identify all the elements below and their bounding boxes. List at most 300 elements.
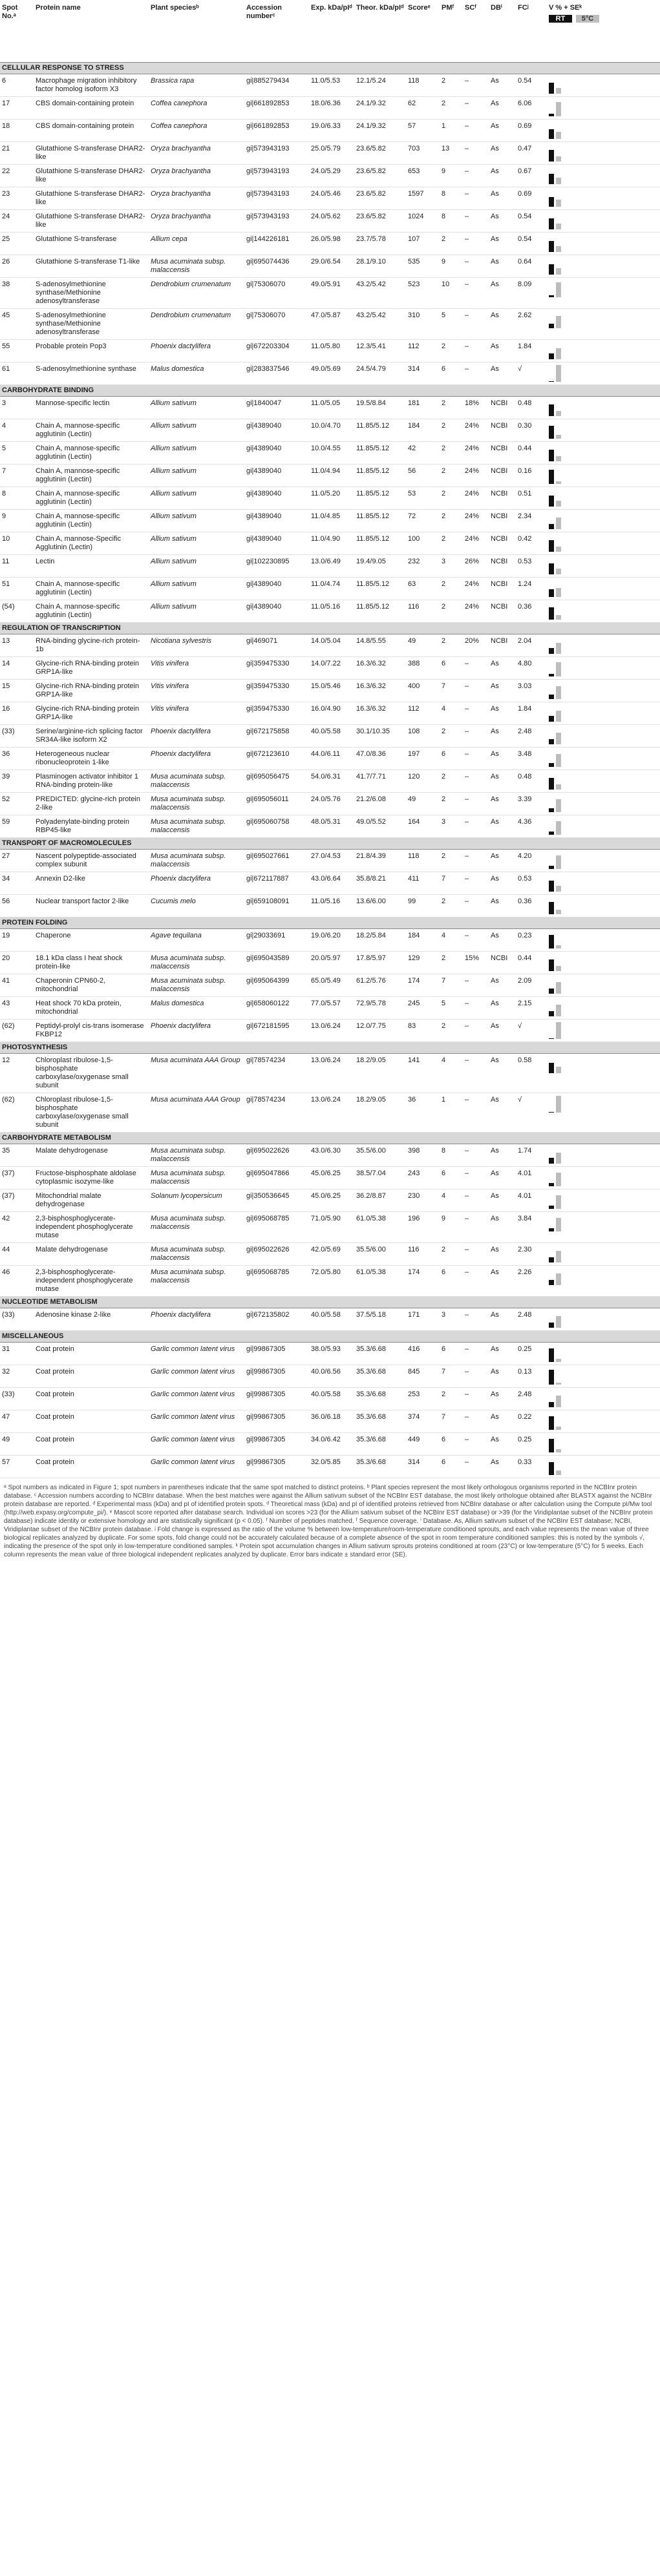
cell-db: As [489, 1308, 516, 1331]
cell-acc: gi|99867305 [244, 1365, 309, 1388]
cell-pm: 9 [440, 255, 463, 278]
cell-fc: 2.26 [516, 1266, 547, 1297]
cell-sc: – [463, 1243, 489, 1266]
cell-db: As [489, 142, 516, 165]
cell-exp: 65.0/5.49 [309, 974, 354, 997]
cell-name: Glutathione S-transferase [34, 233, 149, 255]
cell-volume-chart [547, 1433, 660, 1456]
cell-db: As [489, 1343, 516, 1365]
cell-name: RNA-binding glycine-rich protein-1b [34, 634, 149, 657]
rt-bar [549, 778, 554, 790]
cell-name: S-adenosylmethionine synthase/Methionine adenosyltransferase [34, 278, 149, 309]
cell-volume-chart [547, 680, 660, 702]
header-sc: SCᶠ [463, 0, 489, 63]
cell-sc: 24% [463, 465, 489, 487]
cell-name: Glycine-rich RNA-binding protein GRP1A-like [34, 657, 149, 680]
cell-score: 164 [406, 815, 440, 838]
5c-bar [556, 200, 561, 207]
cell-volume-chart [547, 1410, 660, 1433]
cell-spot: 18 [0, 120, 34, 142]
cell-sc: – [463, 309, 489, 340]
volume-bars [549, 682, 658, 699]
cell-exp: 48.0/5.31 [309, 815, 354, 838]
cell-volume-chart [547, 895, 660, 917]
table-row [0, 278, 660, 309]
cell-pm: 3 [440, 1308, 463, 1331]
cell-name: S-adenosylmethionine synthase [34, 362, 149, 385]
cell-volume-chart [547, 397, 660, 419]
rt-bar [549, 1011, 554, 1016]
cell-acc: gi|885279434 [244, 74, 309, 97]
cell-name: Glutathione S-transferase DHAR2-like [34, 142, 149, 165]
cell-exp: 40.0/5.58 [309, 1308, 354, 1331]
volume-bars [549, 773, 658, 790]
cell-name: Malate dehydrogenase [34, 1144, 149, 1167]
cell-score: 449 [406, 1433, 440, 1456]
cell-db: As [489, 997, 516, 1020]
cell-fc: 0.54 [516, 74, 547, 97]
cell-spot: 57 [0, 1456, 34, 1478]
cell-score: 400 [406, 680, 440, 702]
rt-bar [549, 716, 554, 722]
volume-bars [549, 399, 658, 416]
cell-species: Musa acuminata subsp. malaccensis [149, 1144, 244, 1167]
cell-volume-chart [547, 233, 660, 255]
volume-bars [549, 1192, 658, 1209]
cell-exp: 40.0/5.58 [309, 1388, 354, 1410]
table-row [0, 397, 660, 419]
cell-sc: – [463, 895, 489, 917]
cell-db: As [489, 1167, 516, 1189]
rt-bar [549, 563, 554, 574]
cell-exp: 40.0/6.56 [309, 1365, 354, 1388]
cell-pm: 9 [440, 1212, 463, 1243]
cell-spot: 44 [0, 1243, 34, 1266]
cell-score: 107 [406, 233, 440, 255]
section-title: MISCELLANEOUS [0, 1331, 660, 1343]
cell-db: As [489, 680, 516, 702]
cell-spot: (33) [0, 1308, 34, 1331]
table-row [0, 895, 660, 917]
volume-bars [549, 1413, 658, 1430]
legend-rt: RT [549, 15, 572, 23]
cell-theor: 16.3/6.32 [354, 657, 406, 680]
cell-name: Coat protein [34, 1456, 149, 1478]
cell-volume-chart [547, 1266, 660, 1297]
cell-spot: (37) [0, 1167, 34, 1189]
cell-fc: 0.22 [516, 1410, 547, 1433]
5c-bar [556, 501, 561, 507]
cell-db: NCBI [489, 510, 516, 532]
rt-bar [549, 450, 554, 461]
rt-bar [549, 524, 554, 529]
cell-pm: 2 [440, 578, 463, 600]
cell-acc: gi|469071 [244, 634, 309, 657]
table-row [0, 770, 660, 793]
cell-sc: 24% [463, 578, 489, 600]
cell-sc: – [463, 1054, 489, 1093]
cell-pm: 2 [440, 770, 463, 793]
cell-db: As [489, 815, 516, 838]
cell-exp: 36.0/6.18 [309, 1410, 354, 1433]
cell-fc: 2.09 [516, 974, 547, 997]
cell-pm: 2 [440, 397, 463, 419]
cell-fc: 0.53 [516, 555, 547, 578]
cell-volume-chart [547, 120, 660, 142]
cell-pm: 9 [440, 165, 463, 187]
cell-species: Allium sativum [149, 487, 244, 510]
cell-acc: gi|359475330 [244, 680, 309, 702]
cell-spot: 34 [0, 872, 34, 895]
cell-volume-chart [547, 187, 660, 210]
cell-fc: 0.44 [516, 952, 547, 974]
cell-theor: 35.5/6.00 [354, 1144, 406, 1167]
cell-score: 253 [406, 1388, 440, 1410]
cell-volume-chart [547, 1456, 660, 1478]
cell-exp: 49.0/5.69 [309, 362, 354, 385]
table-row [0, 725, 660, 748]
cell-volume-chart [547, 850, 660, 872]
cell-exp: 11.0/4.74 [309, 578, 354, 600]
cell-theor: 16.3/6.32 [354, 680, 406, 702]
cell-spot: 13 [0, 634, 34, 657]
cell-volume-chart [547, 487, 660, 510]
cell-exp: 16.0/4.90 [309, 702, 354, 725]
cell-spot: 24 [0, 210, 34, 233]
cell-exp: 24.0/5.76 [309, 793, 354, 815]
cell-exp: 45.0/6.25 [309, 1189, 354, 1212]
cell-pm: 2 [440, 487, 463, 510]
5c-bar [556, 754, 561, 767]
cell-pm: 10 [440, 278, 463, 309]
cell-spot: 7 [0, 465, 34, 487]
cell-sc: – [463, 680, 489, 702]
cell-fc: 8.09 [516, 278, 547, 309]
cell-name: Chain A, mannose-specific agglutinin (Lectin) [34, 578, 149, 600]
cell-acc: gi|672181595 [244, 1020, 309, 1042]
5c-bar [556, 1449, 561, 1452]
cell-fc: 0.48 [516, 770, 547, 793]
volume-bars [549, 77, 658, 94]
cell-species: Allium sativum [149, 510, 244, 532]
cell-name: Serine/arginine-rich splicing factor SR34A-like isoform X2 [34, 725, 149, 748]
cell-theor: 24.1/9.32 [354, 97, 406, 120]
cell-sc: – [463, 97, 489, 120]
table-row [0, 952, 660, 974]
cell-score: 83 [406, 1020, 440, 1042]
cell-acc: gi|99867305 [244, 1343, 309, 1365]
volume-bars [549, 235, 658, 252]
cell-score: 108 [406, 725, 440, 748]
cell-fc: 3.48 [516, 748, 547, 770]
cell-pm: 2 [440, 233, 463, 255]
cell-score: 230 [406, 1189, 440, 1212]
cell-pm: 2 [440, 419, 463, 442]
rt-bar [549, 1158, 554, 1164]
cell-score: 72 [406, 510, 440, 532]
cell-sc: – [463, 657, 489, 680]
5c-bar [556, 102, 561, 116]
cell-volume-chart [547, 748, 660, 770]
cell-sc: – [463, 142, 489, 165]
cell-name: Probable protein Pop3 [34, 340, 149, 362]
5c-bar [556, 1096, 561, 1113]
cell-score: 196 [406, 1212, 440, 1243]
cell-theor: 11.85/5.12 [354, 600, 406, 623]
rt-bar [549, 832, 554, 835]
cell-acc: gi|695022626 [244, 1243, 309, 1266]
table-row [0, 142, 660, 165]
5c-bar [556, 1005, 561, 1016]
volume-bars [549, 1311, 658, 1328]
section-header [0, 1297, 660, 1308]
cell-theor: 28.1/9.10 [354, 255, 406, 278]
cell-species: Musa acuminata AAA Group [149, 1054, 244, 1093]
5c-bar [556, 1471, 561, 1475]
cell-acc: gi|672203304 [244, 340, 309, 362]
rt-bar [549, 674, 554, 676]
cell-acc: gi|359475330 [244, 702, 309, 725]
cell-db: NCBI [489, 465, 516, 487]
header-theor: Theor. kDa/pIᵈ [354, 0, 406, 63]
cell-fc: 2.62 [516, 309, 547, 340]
cell-name: CBS domain-containing protein [34, 97, 149, 120]
cell-theor: 35.3/6.68 [354, 1365, 406, 1388]
cell-exp: 49.0/5.91 [309, 278, 354, 309]
5c-bar [556, 686, 561, 699]
cell-spot: 38 [0, 278, 34, 309]
cell-theor: 24.5/4.79 [354, 362, 406, 385]
cell-fc: 0.23 [516, 929, 547, 952]
cell-spot: 21 [0, 142, 34, 165]
cell-exp: 11.0/5.16 [309, 600, 354, 623]
section-header [0, 385, 660, 397]
rt-bar [549, 197, 554, 207]
cell-score: 62 [406, 97, 440, 120]
cell-name: Chaperonin CPN60-2, mitochondrial [34, 974, 149, 997]
cell-score: 49 [406, 793, 440, 815]
cell-sc: 24% [463, 510, 489, 532]
cell-sc: 24% [463, 532, 489, 555]
cell-species: Allium sativum [149, 397, 244, 419]
volume-bars [549, 728, 658, 744]
cell-spot: 51 [0, 578, 34, 600]
cell-pm: 2 [440, 74, 463, 97]
cell-exp: 14.0/7.22 [309, 657, 354, 680]
cell-species: Garlic common latent virus [149, 1388, 244, 1410]
cell-pm: 6 [440, 657, 463, 680]
5c-bar [556, 1153, 561, 1164]
cell-fc: 1.74 [516, 1144, 547, 1167]
cell-acc: gi|78574234 [244, 1093, 309, 1133]
cell-acc: gi|661892853 [244, 120, 309, 142]
cell-theor: 11.85/5.12 [354, 465, 406, 487]
volume-bars [549, 490, 658, 507]
cell-sc: 24% [463, 487, 489, 510]
cell-score: 129 [406, 952, 440, 974]
cell-spot: 27 [0, 850, 34, 872]
cell-species: Phoenix dactylifera [149, 872, 244, 895]
table-row [0, 657, 660, 680]
cell-species: Phoenix dactylifera [149, 748, 244, 770]
cell-volume-chart [547, 419, 660, 442]
cell-species: Agave tequilana [149, 929, 244, 952]
cell-fc: √ [516, 1020, 547, 1042]
cell-score: 118 [406, 74, 440, 97]
cell-exp: 24.0/5.29 [309, 165, 354, 187]
5c-bar [556, 246, 561, 252]
cell-volume-chart [547, 997, 660, 1020]
cell-name: 2,3-bisphosphoglycerate-independent phosphoglycerate mutase [34, 1266, 149, 1297]
cell-score: 398 [406, 1144, 440, 1167]
header-db: DBⁱ [489, 0, 516, 63]
5c-bar [556, 1218, 561, 1231]
header-volume [547, 0, 660, 63]
cell-exp: 42.0/5.69 [309, 1243, 354, 1266]
cell-volume-chart [547, 555, 660, 578]
rt-bar [549, 1063, 554, 1073]
header-pm: PMᶠ [440, 0, 463, 63]
rt-bar [549, 129, 554, 139]
5c-bar [556, 784, 561, 790]
cell-spot: 43 [0, 997, 34, 1020]
cell-name: Chloroplast ribulose-1,5-bisphosphate carboxylase/oxygenase small subunit [34, 1054, 149, 1093]
cell-acc: gi|4389040 [244, 419, 309, 442]
volume-bars [549, 1096, 658, 1113]
cell-spot: 19 [0, 929, 34, 952]
cell-acc: gi|99867305 [244, 1456, 309, 1478]
cell-fc: 0.25 [516, 1433, 547, 1456]
cell-sc: – [463, 1343, 489, 1365]
cell-fc: 1.84 [516, 340, 547, 362]
cell-volume-chart [547, 815, 660, 838]
cell-fc: 6.06 [516, 97, 547, 120]
cell-exp: 45.0/6.25 [309, 1167, 354, 1189]
cell-score: 100 [406, 532, 440, 555]
volume-bars [549, 705, 658, 722]
cell-species: Coffea canephora [149, 120, 244, 142]
5c-bar [556, 365, 561, 382]
cell-spot: 8 [0, 487, 34, 510]
cell-fc: 0.36 [516, 600, 547, 623]
cell-acc: gi|695074436 [244, 255, 309, 278]
header-score: Scoreᵉ [406, 0, 440, 63]
cell-species: Musa acuminata AAA Group [149, 1093, 244, 1133]
cell-fc: √ [516, 1093, 547, 1133]
cell-theor: 18.2/9.05 [354, 1054, 406, 1093]
cell-exp: 24.0/5.62 [309, 210, 354, 233]
cell-name: Coat protein [34, 1410, 149, 1433]
cell-pm: 2 [440, 1020, 463, 1042]
cell-db: As [489, 929, 516, 952]
cell-theor: 12.1/5.24 [354, 74, 406, 97]
cell-name: Coat protein [34, 1365, 149, 1388]
table-body [0, 63, 660, 1478]
cell-score: 184 [406, 929, 440, 952]
cell-species: Oryza brachyantha [149, 142, 244, 165]
cell-score: 411 [406, 872, 440, 895]
5c-bar [556, 547, 561, 552]
cell-pm: 6 [440, 1456, 463, 1478]
cell-species: Musa acuminata subsp. malaccensis [149, 974, 244, 997]
cell-volume-chart [547, 725, 660, 748]
cell-db: NCBI [489, 600, 516, 623]
cell-acc: gi|4389040 [244, 600, 309, 623]
cell-spot: 25 [0, 233, 34, 255]
cell-theor: 11.85/5.12 [354, 442, 406, 465]
cell-spot: 31 [0, 1343, 34, 1365]
cell-name: Coat protein [34, 1343, 149, 1365]
table-row [0, 233, 660, 255]
cell-fc: 0.54 [516, 233, 547, 255]
cell-sc: 24% [463, 442, 489, 465]
cell-score: 310 [406, 309, 440, 340]
section-header [0, 1331, 660, 1343]
cell-name: Heat shock 70 kDa protein, mitochondrial [34, 997, 149, 1020]
cell-exp: 18.0/6.36 [309, 97, 354, 120]
cell-name: Heterogeneous nuclear ribonucleoprotein 1-like [34, 748, 149, 770]
cell-exp: 29.0/6.54 [309, 255, 354, 278]
cell-name: Glutathione S-transferase DHAR2-like [34, 187, 149, 210]
cell-score: 63 [406, 578, 440, 600]
cell-fc: 0.69 [516, 120, 547, 142]
cell-species: Musa acuminata subsp. malaccensis [149, 1212, 244, 1243]
cell-pm: 2 [440, 465, 463, 487]
cell-db: As [489, 770, 516, 793]
cell-species: Musa acuminata subsp. malaccensis [149, 1243, 244, 1266]
volume-bars [549, 167, 658, 184]
volume-bars [549, 342, 658, 359]
cell-db: As [489, 1212, 516, 1243]
cell-pm: 4 [440, 702, 463, 725]
cell-fc: 1.24 [516, 578, 547, 600]
cell-sc: – [463, 233, 489, 255]
cell-volume-chart [547, 634, 660, 657]
rt-bar [549, 1280, 554, 1285]
volume-bars [549, 280, 658, 297]
cell-fc: 0.13 [516, 1365, 547, 1388]
volume-bars [549, 1246, 658, 1262]
cell-theor: 35.3/6.68 [354, 1343, 406, 1365]
cell-volume-chart [547, 1343, 660, 1365]
volume-legend [549, 15, 658, 23]
cell-species: Allium sativum [149, 419, 244, 442]
cell-pm: 3 [440, 815, 463, 838]
cell-db: As [489, 1189, 516, 1212]
cell-pm: 2 [440, 1388, 463, 1410]
table-row [0, 1266, 660, 1297]
cell-exp: 40.0/5.58 [309, 725, 354, 748]
cell-pm: 1 [440, 120, 463, 142]
cell-acc: gi|695068785 [244, 1212, 309, 1243]
cell-acc: gi|672135802 [244, 1308, 309, 1331]
table-row [0, 1410, 660, 1433]
rt-bar [549, 426, 554, 439]
cell-fc: 0.25 [516, 1343, 547, 1365]
cell-db: As [489, 725, 516, 748]
cell-score: 197 [406, 748, 440, 770]
volume-bars [549, 558, 658, 574]
cell-db: As [489, 278, 516, 309]
cell-sc: – [463, 815, 489, 838]
5c-bar [556, 966, 561, 971]
cell-acc: gi|695022626 [244, 1144, 309, 1167]
cell-sc: – [463, 1388, 489, 1410]
cell-species: Phoenix dactylifera [149, 340, 244, 362]
table-row [0, 532, 660, 555]
cell-spot: 42 [0, 1212, 34, 1243]
cell-score: 653 [406, 165, 440, 187]
